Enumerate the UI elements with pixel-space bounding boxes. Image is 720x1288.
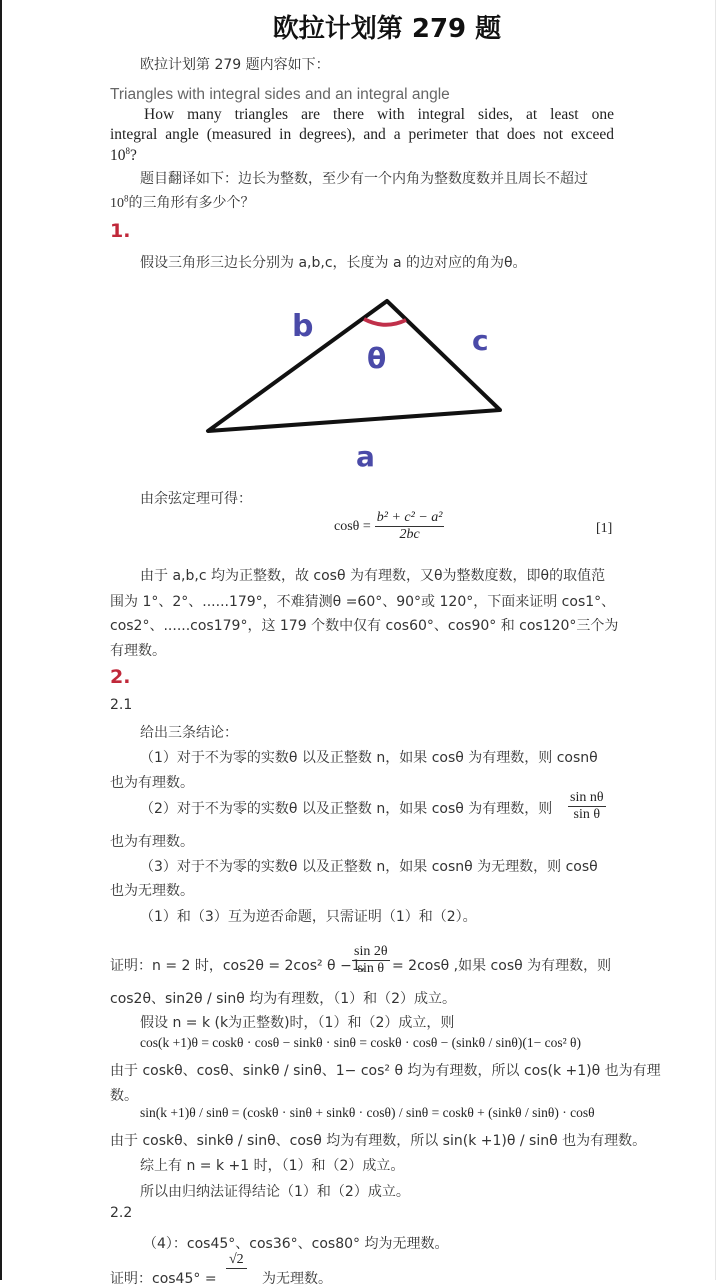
give-conclusions: 给出三条结论： <box>140 725 238 741</box>
conclusion-4: （4）：cos45°、cos36°、cos80° 均为无理数。 <box>143 1236 449 1252</box>
proof-n2-line-2: cos2θ、sin2θ / sinθ 均为有理数，（1）和（2）成立。 <box>110 991 457 1007</box>
conclusion-2-line-2: 也为有理数。 <box>110 834 194 850</box>
subsection-2-2: 2.2 <box>110 1205 133 1221</box>
proof-cos45-part-a: 证明：cos45° = <box>110 1271 217 1287</box>
induction-assumption: 假设 n = k (k为正整数)时，（1）和（2）成立，则 <box>140 1015 455 1031</box>
proof-cos45-part-b: 为无理数。 <box>262 1271 332 1287</box>
triangle-diagram <box>0 0 720 480</box>
label-a: a <box>356 440 375 473</box>
para-line-4: 有理数。 <box>110 643 166 659</box>
page-title: 欧拉计划第 279 题 <box>272 14 502 44</box>
conclusion-3-line-2: 也为无理数。 <box>110 883 194 899</box>
cos-reason-line-2: 数。 <box>110 1088 138 1104</box>
formula-tag: [1] <box>596 521 613 536</box>
proof-n2-part-a: 证明：n = 2 时，cos2θ = 2cos² θ −1, <box>110 958 366 974</box>
label-theta: θ <box>367 342 387 375</box>
contrapositive-note: （1）和（3）互为逆否命题，只需证明（1）和（2）。 <box>140 909 477 925</box>
conclusion-1-line-2: 也为有理数。 <box>110 775 194 791</box>
cos-recurrence-equation: cos(k +1)θ = coskθ · cosθ − sinkθ · sinθ = coskθ · cosθ − (sinkθ / sinθ)(1− cos² θ) <box>140 1035 581 1050</box>
intro-text: 欧拉计划第 279 题内容如下： <box>140 57 330 73</box>
problem-line-3: $10^8$? <box>110 146 137 165</box>
para-line-3: cos2°、......cos179°，这 179 个数中仅有 cos60°、cos90° 和 cos120°三个为 <box>110 618 619 634</box>
proof-cos45-sqrt2: √2 <box>226 1252 247 1269</box>
induction-conclusion: 所以由归纳法证得结论（1）和（2）成立。 <box>140 1184 410 1200</box>
label-b: b <box>292 309 314 344</box>
label-c: c <box>472 324 489 357</box>
para-line-2: 围为 1°、2°、......179°，不难猜测θ =60°、90°或 120°，下面来证明 cos1°、 <box>110 594 616 610</box>
cos-reason-line-1: 由于 coskθ、cosθ、sinkθ / sinθ、1− cos² θ 均为有理数，所以 cos(k +1)θ 也为有理 <box>110 1063 661 1079</box>
translation-line-1: 题目翻译如下：边长为整数，至少有一个内角为整数度数并且周长不超过 <box>140 171 588 187</box>
conclusion-1-line-1: （1）对于不为零的实数θ 以及正整数 n，如果 cosθ 为有理数，则 cosnθ <box>140 750 598 766</box>
proof-n2-fraction: $\frac{\sin 2\theta}{\text{sin θ}}$ <box>354 944 388 977</box>
proof-n2-part-b: = 2cosθ ,如果 cosθ 为有理数，则 <box>392 958 612 974</box>
cosine-law-formula: cosθ = $\frac{\text{b² + c² − a²}}{2bc}$ <box>334 510 443 543</box>
angle-arc-icon <box>364 319 406 325</box>
sin-recurrence-equation: sin(k +1)θ / sinθ = (coskθ · sinθ + sinkθ · cosθ) / sinθ = coskθ + (sinkθ / sinθ) · cosθ <box>140 1105 595 1120</box>
subsection-2-1: 2.1 <box>110 697 133 713</box>
conclusion-3-line-1: （3）对于不为零的实数θ 以及正整数 n，如果 cosnθ 为无理数，则 cosθ <box>140 859 598 875</box>
cosine-law-intro: 由余弦定理可得： <box>140 491 252 507</box>
translation-line-2: $10^8$的三角形有多少个？ <box>110 193 255 211</box>
para-line-1: 由于 a,b,c 均为正整数，故 cosθ 为有理数，又θ为整数度数，即θ的取值范 <box>140 568 606 584</box>
conclusion-2-fraction: $\frac{\text{sin nθ}}{\text{sin θ}}$ <box>570 790 604 823</box>
conclusion-2-line-1: （2）对于不为零的实数θ 以及正整数 n，如果 cosθ 为有理数，则 <box>140 801 553 817</box>
problem-line-1: How many triangles are there with integral sides, at least one <box>144 106 614 123</box>
section-2-heading: 2. <box>110 666 131 688</box>
induction-summary: 综上有 n = k +1 时，（1）和（2）成立。 <box>140 1158 405 1174</box>
problem-heading: Triangles with integral sides and an integral angle <box>110 86 450 103</box>
section-1-heading: 1. <box>110 220 131 242</box>
problem-line-2: integral angle (measured in degrees), and a perimeter that does not exceed <box>110 126 614 143</box>
assumption-text: 假设三角形三边长分别为 a,b,c，长度为 a 的边对应的角为θ。 <box>140 255 527 271</box>
sin-reason: 由于 coskθ、sinkθ / sinθ、cosθ 均为有理数，所以 sin(k +1)θ / sinθ 也为有理数。 <box>110 1133 647 1149</box>
triangle-shape <box>208 301 500 431</box>
